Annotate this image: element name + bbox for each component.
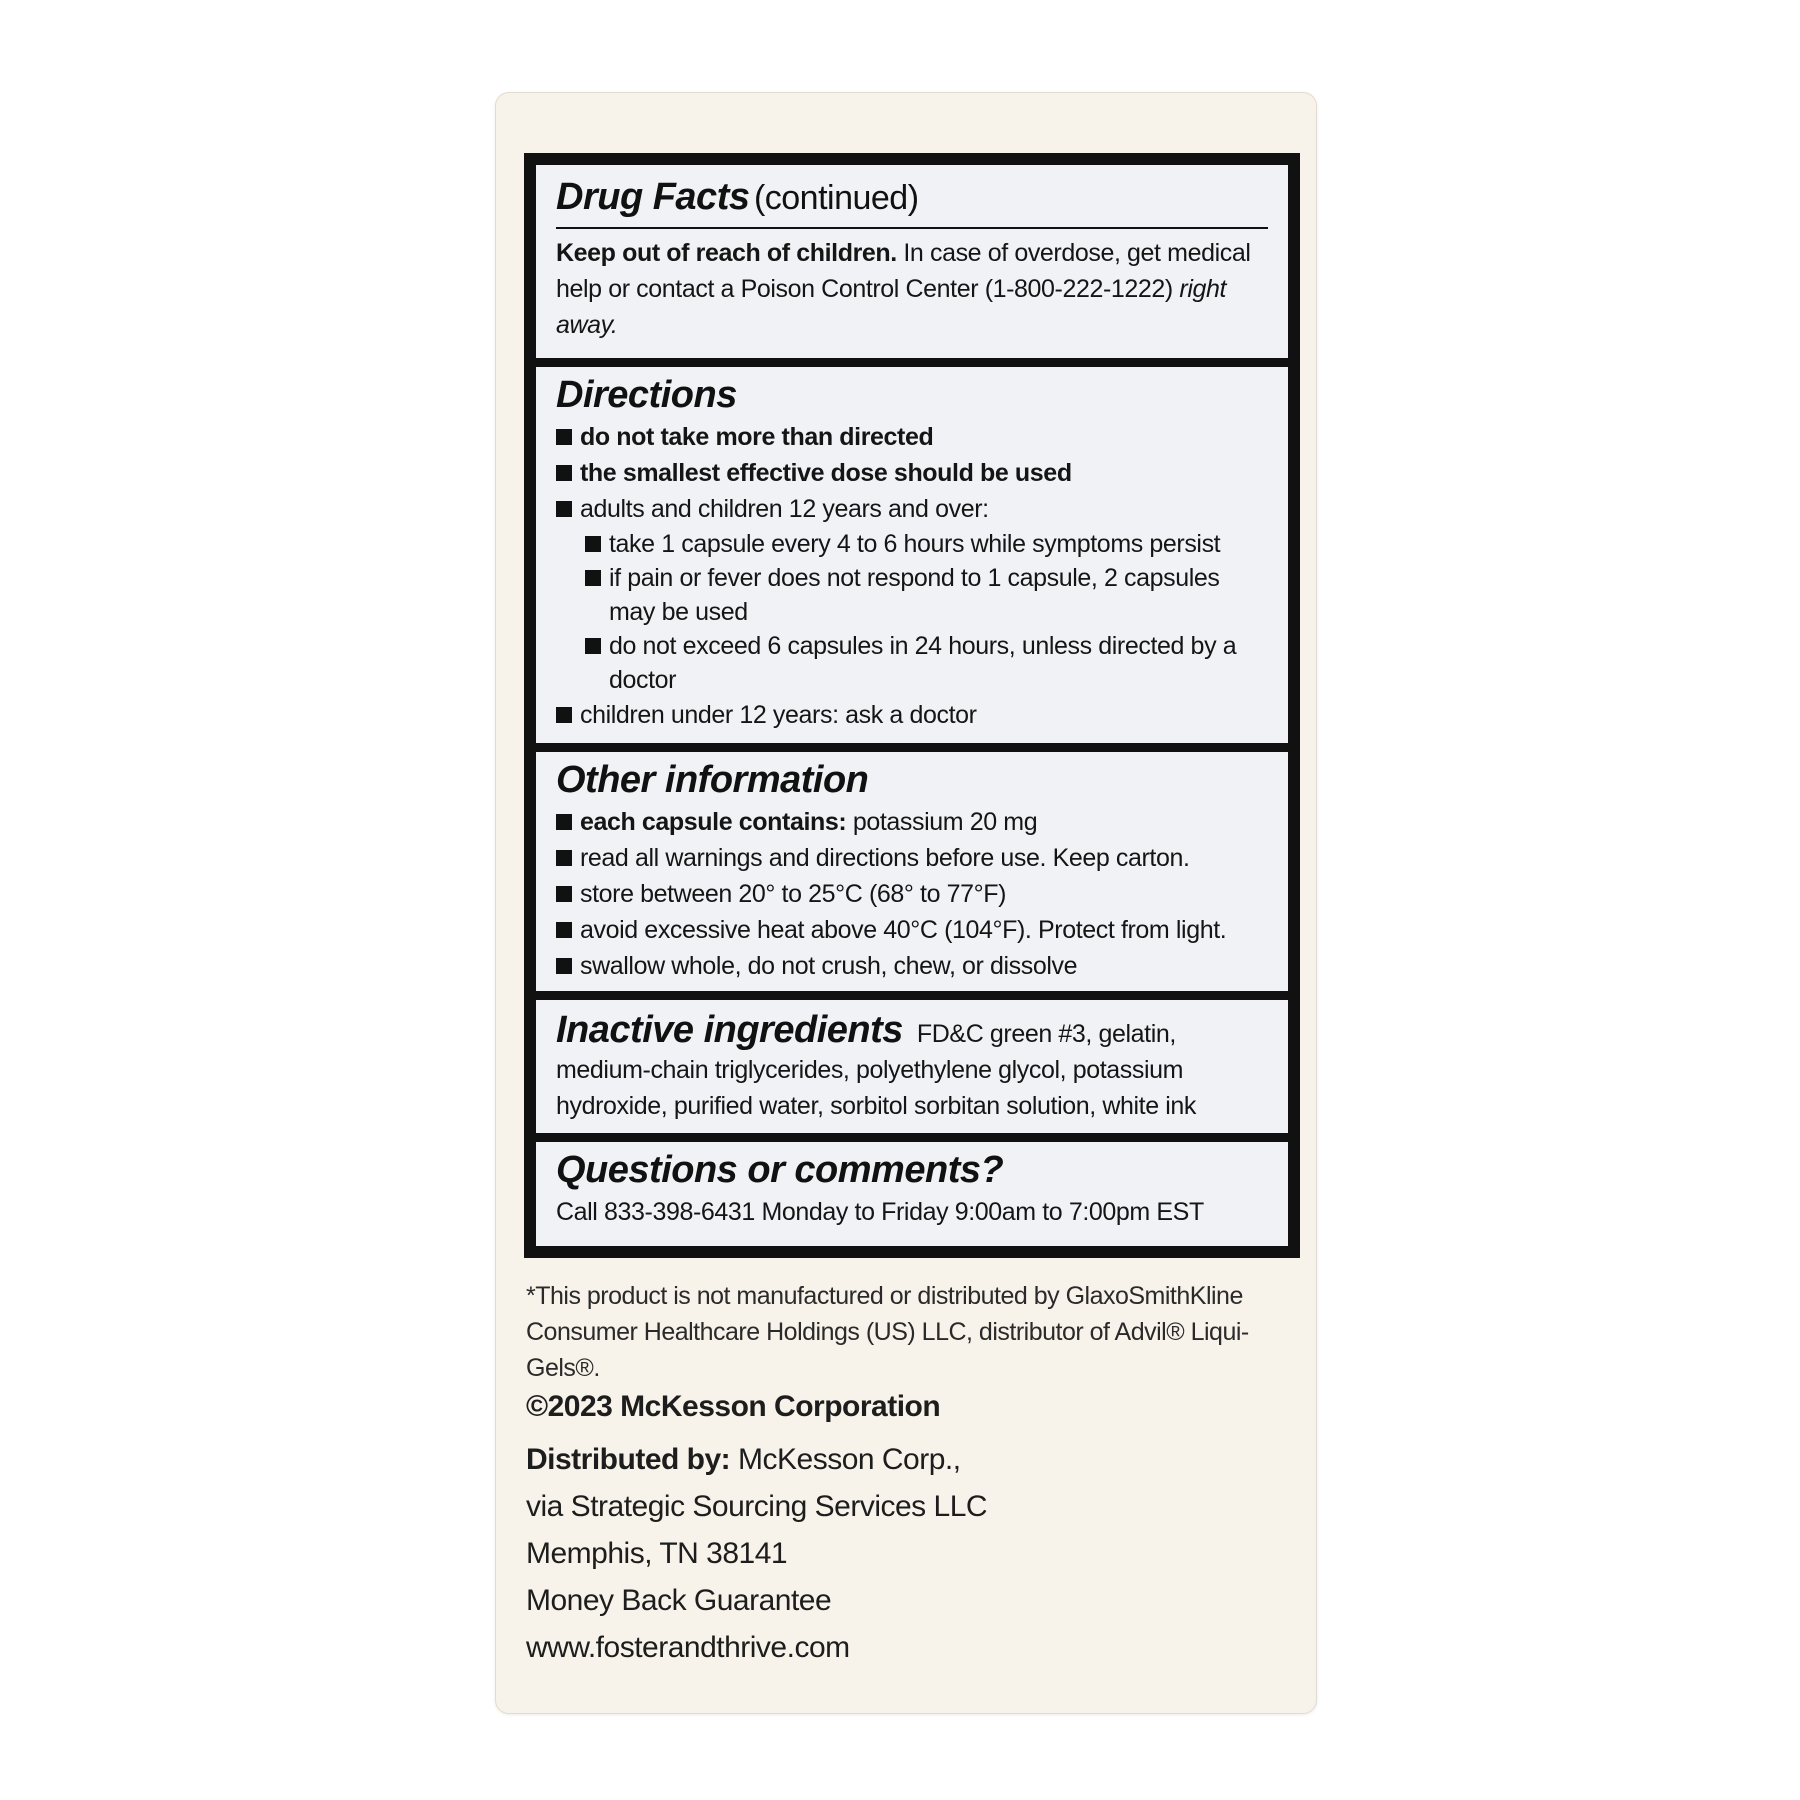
copyright-line: ©2023 McKesson Corporation (526, 1390, 941, 1423)
directions-item: the smallest effective dose should be used (556, 455, 1268, 491)
inactive-ingredients-panel (536, 1000, 1288, 1133)
directions-item: adults and children 12 years and over: (556, 491, 1268, 527)
drug-facts-title: Drug Facts (556, 176, 750, 218)
distributed-by-label: Distributed by: (526, 1443, 731, 1476)
directions-subitem: take 1 capsule every 4 to 6 hours while symptoms persist (585, 527, 1268, 561)
distributed-by-line (526, 1436, 1286, 1483)
drug-facts-header-panel (536, 165, 1288, 358)
distributor-block (526, 1383, 1286, 1671)
keep-out-of-reach-text (556, 235, 1268, 343)
inactive-ingredients-block (556, 1000, 1268, 1124)
other-information-item: avoid excessive heat above 40°C (104°F). Protect from light. (556, 912, 1268, 948)
other-information-panel (536, 752, 1288, 991)
capsule-contains-value: potassium 20 mg (846, 807, 1038, 836)
directions-panel (536, 367, 1288, 743)
questions-text: Call 833-398-6431 Monday to Friday 9:00am to 7:00pm EST (556, 1197, 1204, 1226)
drug-facts-box (524, 153, 1300, 1258)
other-information-item (556, 804, 1268, 840)
other-information-list (556, 804, 1268, 984)
keep-out-bold: Keep out of reach of children. (556, 238, 897, 267)
other-information-heading: Other information (556, 759, 869, 801)
other-information-item: read all warnings and directions before use. Keep carton. (556, 840, 1268, 876)
trademark-footnote: *This product is not manufactured or distributed by GlaxoSmithKline Consumer Healthcare Holdings (US) LLC, distributor of Advil® Liqui-Gels®. (526, 1282, 1249, 1382)
drug-label-card (495, 92, 1317, 1714)
directions-subitem: if pain or fever does not respond to 1 capsule, 2 capsules may be used (585, 561, 1268, 629)
keep-out-italic: right away. (556, 274, 1227, 339)
directions-list (556, 419, 1268, 733)
directions-item: children under 12 years: ask a doctor (556, 697, 1268, 733)
inactive-ingredients-text: FD&C green #3, gelatin, medium-chain triglycerides, polyethylene glycol, potassium hydroxide, purified water, sorbitol sorbitan solution, white ink (556, 1020, 1197, 1120)
money-back-guarantee: Money Back Guarantee (526, 1584, 832, 1617)
capsule-contains-label: each capsule contains: (580, 807, 847, 836)
keep-out-body: In case of overdose, get medical help or contact a Poison Control Center (1-800-222-1222) (556, 238, 1251, 303)
questions-heading: Questions or comments? (556, 1149, 1004, 1191)
inactive-ingredients-heading: Inactive ingredients (556, 1009, 903, 1051)
directions-heading: Directions (556, 374, 737, 416)
distributor-address: Memphis, TN 38141 (526, 1537, 788, 1570)
directions-subitem: do not exceed 6 capsules in 24 hours, unless directed by a doctor (585, 629, 1268, 697)
questions-panel (536, 1142, 1288, 1246)
distributed-by-name: McKesson Corp., (730, 1443, 961, 1476)
other-information-item: swallow whole, do not crush, chew, or dissolve (556, 948, 1268, 984)
website-link[interactable]: www.fosterandthrive.com (526, 1631, 850, 1664)
distributor-line-2: via Strategic Sourcing Services LLC (526, 1490, 988, 1523)
drug-facts-title-suffix: (continued) (753, 179, 919, 217)
other-information-item: store between 20° to 25°C (68° to 77°F) (556, 876, 1268, 912)
drug-facts-title-row (556, 165, 1268, 229)
directions-item: do not take more than directed (556, 419, 1268, 455)
